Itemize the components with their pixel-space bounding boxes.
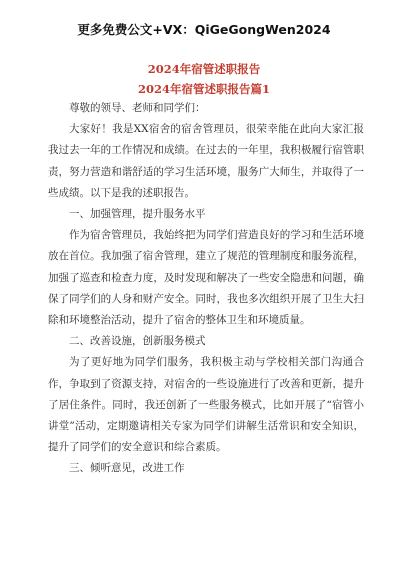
- document-title: 2024年宿管述职报告: [147, 62, 261, 76]
- section-heading: 三、倾听意见，改进工作: [69, 462, 185, 475]
- salutation: 尊敬的领导、老师和同学们：: [69, 102, 206, 114]
- document-subtitle: 2024年宿管述职报告篇1: [137, 82, 270, 96]
- document-body: [48, 98, 364, 480]
- body-paragraph: 大家好！我是XX宿舍的宿舍管理员，很荣幸能在此向大家汇报我过去一年的工作情况和成绩。在过去的一年里，我积极履行宿管职责，努力营造和谐舒适的学习生活环境，服务广大师生，并取得了一些成绩。以下是我的述职报告。: [48, 123, 364, 199]
- promo-header: 更多免费公文+VX：QiGeGongWen2024: [77, 22, 331, 37]
- section-heading: 一、加强管理，提升服务水平: [69, 208, 206, 221]
- body-paragraph: 作为宿舍管理员，我始终把为同学们营造良好的学习和生活环境放在首位。我加强了宿舍管理，建立了规范的管理制度和服务流程，加强了巡查和检查力度，及时发现和解决了一些安全隐患和问题，确保了同学们的人身和财产安全。同时，我也多次组织开展了卫生大扫除和环境整治活动，提升了宿舍的整体卫生和环境质量。: [48, 229, 364, 327]
- body-paragraph: 为了更好地为同学们服务，我积极主动与学校相关部门沟通合作，争取到了资源支持，对宿舍的一些设施进行了改善和更新，提升了居住条件。同时，我还创新了一些服务模式，比如开展了“宿管小讲堂”活动，定期邀请相关专家为同学们讲解生活常识和安全知识，提升了同学们的安全意识和综合素质。: [48, 356, 364, 454]
- section-heading: 二、改善设施，创新服务模式: [69, 335, 206, 348]
